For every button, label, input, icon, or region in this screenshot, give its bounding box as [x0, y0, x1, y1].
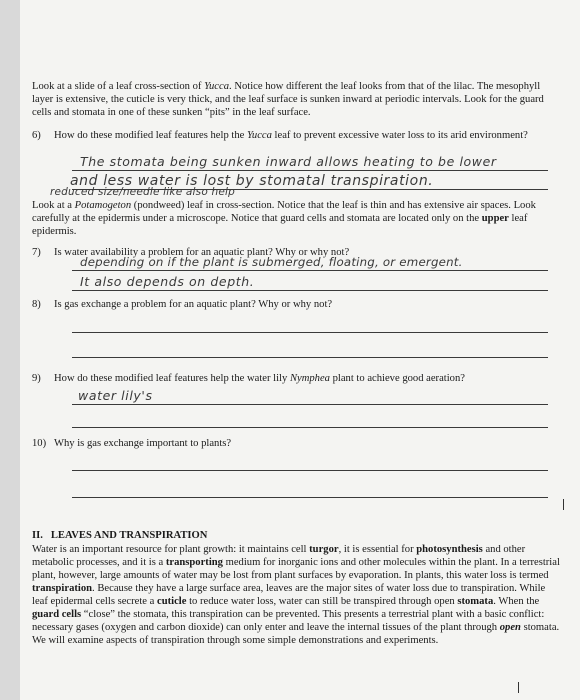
question-9: 9) How do these modified leaf features help the water lily Nymphea plant to achieve good aeration? — [32, 373, 465, 384]
question-number: 10) — [32, 438, 47, 449]
answer-line[interactable] — [72, 427, 548, 428]
yucca-intro: Look at a slide of a leaf cross-section of Yucca. Notice how different the leaf looks from that of the lilac. The mesophyll layer is extensive, the cuticle is very thick, and the leaf surface is sunken inward at periodic intervals. Look for the guard cells and stomata in one of these sunken “pits” in the leaf surface. — [32, 81, 544, 118]
answer-line[interactable] — [72, 270, 548, 271]
handwritten-answer: The stomata being sunken inward allows heating to be lower — [80, 154, 497, 169]
answer-line[interactable] — [72, 290, 548, 291]
section-heading: II. LEAVES AND TRANSPIRATION — [32, 530, 208, 541]
answer-line[interactable] — [72, 470, 548, 471]
question-number: 6) — [32, 130, 41, 141]
potamogeton-intro: Look at a Potamogeton (pondweed) leaf in cross-section. Notice that the leaf is thin and has extensive air spaces. Look carefully at the epidermis under a microscope. Notice that guard cells and stomata are located only on the upper leaf epidermis. — [32, 200, 536, 237]
yucca-name: Yucca — [204, 81, 230, 92]
answer-line[interactable] — [72, 497, 548, 498]
handwritten-answer: It also depends on depth. — [80, 274, 255, 289]
answer-line[interactable] — [72, 404, 548, 405]
handwritten-answer: and less water is lost by stomatal transpiration. — [70, 173, 434, 189]
transpiration-paragraph: Water is an important resource for plant growth: it maintains cell turgor, it is essential for photosynthesis and other metabolic processes, and it is a transporting medium for inorganic ions and other molecules within the plant. In a terrestrial plant, however, large amounts of water may be lost from plant surfaces by evaporation. In plants, this water loss is termed transpiration. Because they have a large surface area, leaves are the major sites of water loss due to transpiration. While leaf epidermal cells secrete a cuticle to reduce water loss, water can still be transpired through open stomata. When the guard cells “close” the stomata, this transpiration can be prevented. This presents a terrestrial plant with a basic conflict: necessary gases (oxygen and carbon dioxide) can only enter and leave the internal tissues of the plant through open stomata. We will examine aspects of transpiration through some simple demonstrations and experiments. — [32, 544, 560, 646]
text-cursor — [518, 682, 519, 693]
handwritten-answer: depending on if the plant is submerged, floating, or emergent. — [80, 255, 463, 269]
question-number: 9) — [32, 373, 41, 384]
answer-line[interactable] — [72, 170, 548, 171]
question-number: 7) — [32, 247, 41, 258]
handwritten-answer: reduced size/needle like also help — [50, 186, 235, 198]
answer-line[interactable] — [72, 332, 548, 333]
question-10: 10) Why is gas exchange important to plants? — [32, 438, 232, 449]
question-6: 6) How do these modified leaf features help the Yucca leaf to prevent excessive water loss to its arid environment? — [32, 130, 528, 141]
handwritten-answer: water lily's — [78, 388, 153, 403]
question-number: 8) — [32, 299, 41, 310]
question-7: 7) Is water availability a problem for an aquatic plant? Why or why not? — [32, 247, 350, 258]
text-cursor — [563, 499, 564, 510]
answer-line[interactable] — [72, 357, 548, 358]
worksheet-page — [20, 0, 580, 700]
question-8: 8) Is gas exchange a problem for an aquatic plant? Why or why not? — [32, 299, 333, 310]
